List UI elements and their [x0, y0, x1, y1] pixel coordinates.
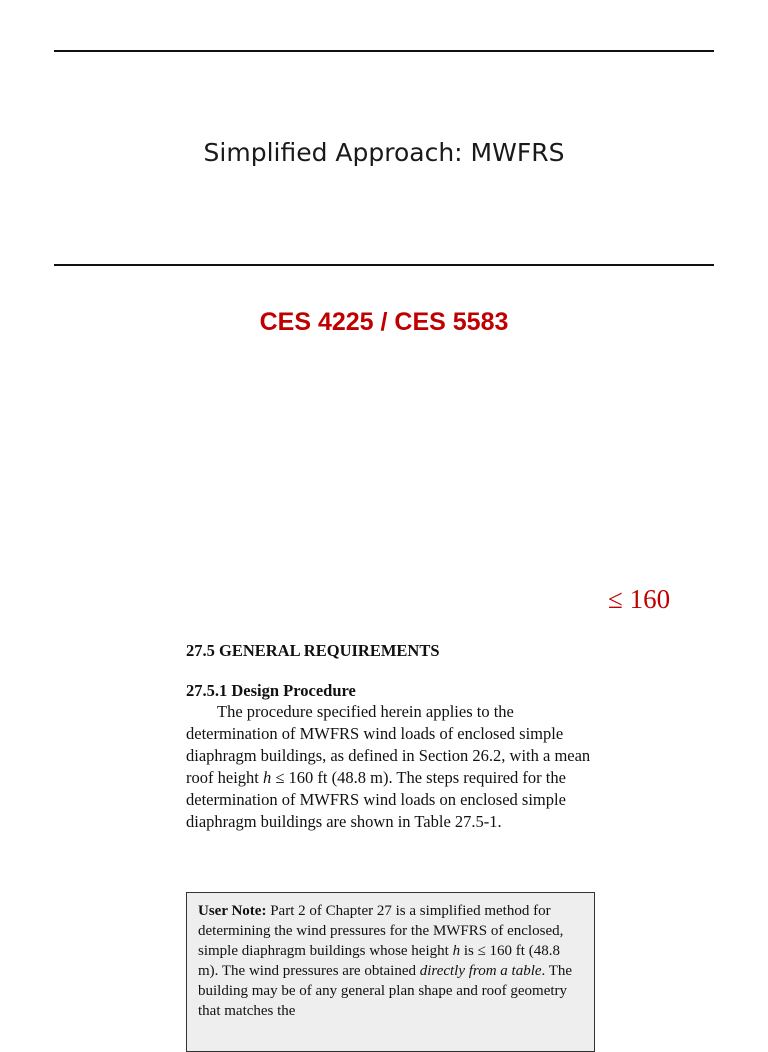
design-procedure-paragraph: The procedure specified herein applies to the determination of MWFRS wind loads of enclosed simple diaphragm buildings, as defined in Section 26.2, with a mean roof height h ≤ 160 ft (48.8 m). The steps required for the determination of MWFRS wind loads on enclosed simple diaphragm buildings are shown in Table 27.5-1.: [186, 702, 591, 831]
subsection-heading: 27.5.1 Design Procedure: [186, 681, 356, 700]
slide-title: Simplified Approach: MWFRS: [203, 138, 565, 167]
top-rule: [54, 50, 714, 52]
middle-rule: [54, 264, 714, 266]
course-code: CES 4225 / CES 5583: [259, 308, 509, 336]
code-excerpt: [186, 641, 596, 833]
height-limit-callout: ≤ 160: [608, 584, 671, 614]
section-heading: 27.5 GENERAL REQUIREMENTS: [186, 641, 440, 660]
user-note-box: User Note: Part 2 of Chapter 27 is a simplified method for determining the wind pressures for the MWFRS of enclosed, simple diaphragm buildings whose height h is ≤ 160 ft (48.8 m). The wind pressures are obtained directly from a table. The building may be of any general plan shape and roof geometry that matches the: [186, 892, 595, 1052]
user-note-label: User Note:: [198, 903, 267, 919]
